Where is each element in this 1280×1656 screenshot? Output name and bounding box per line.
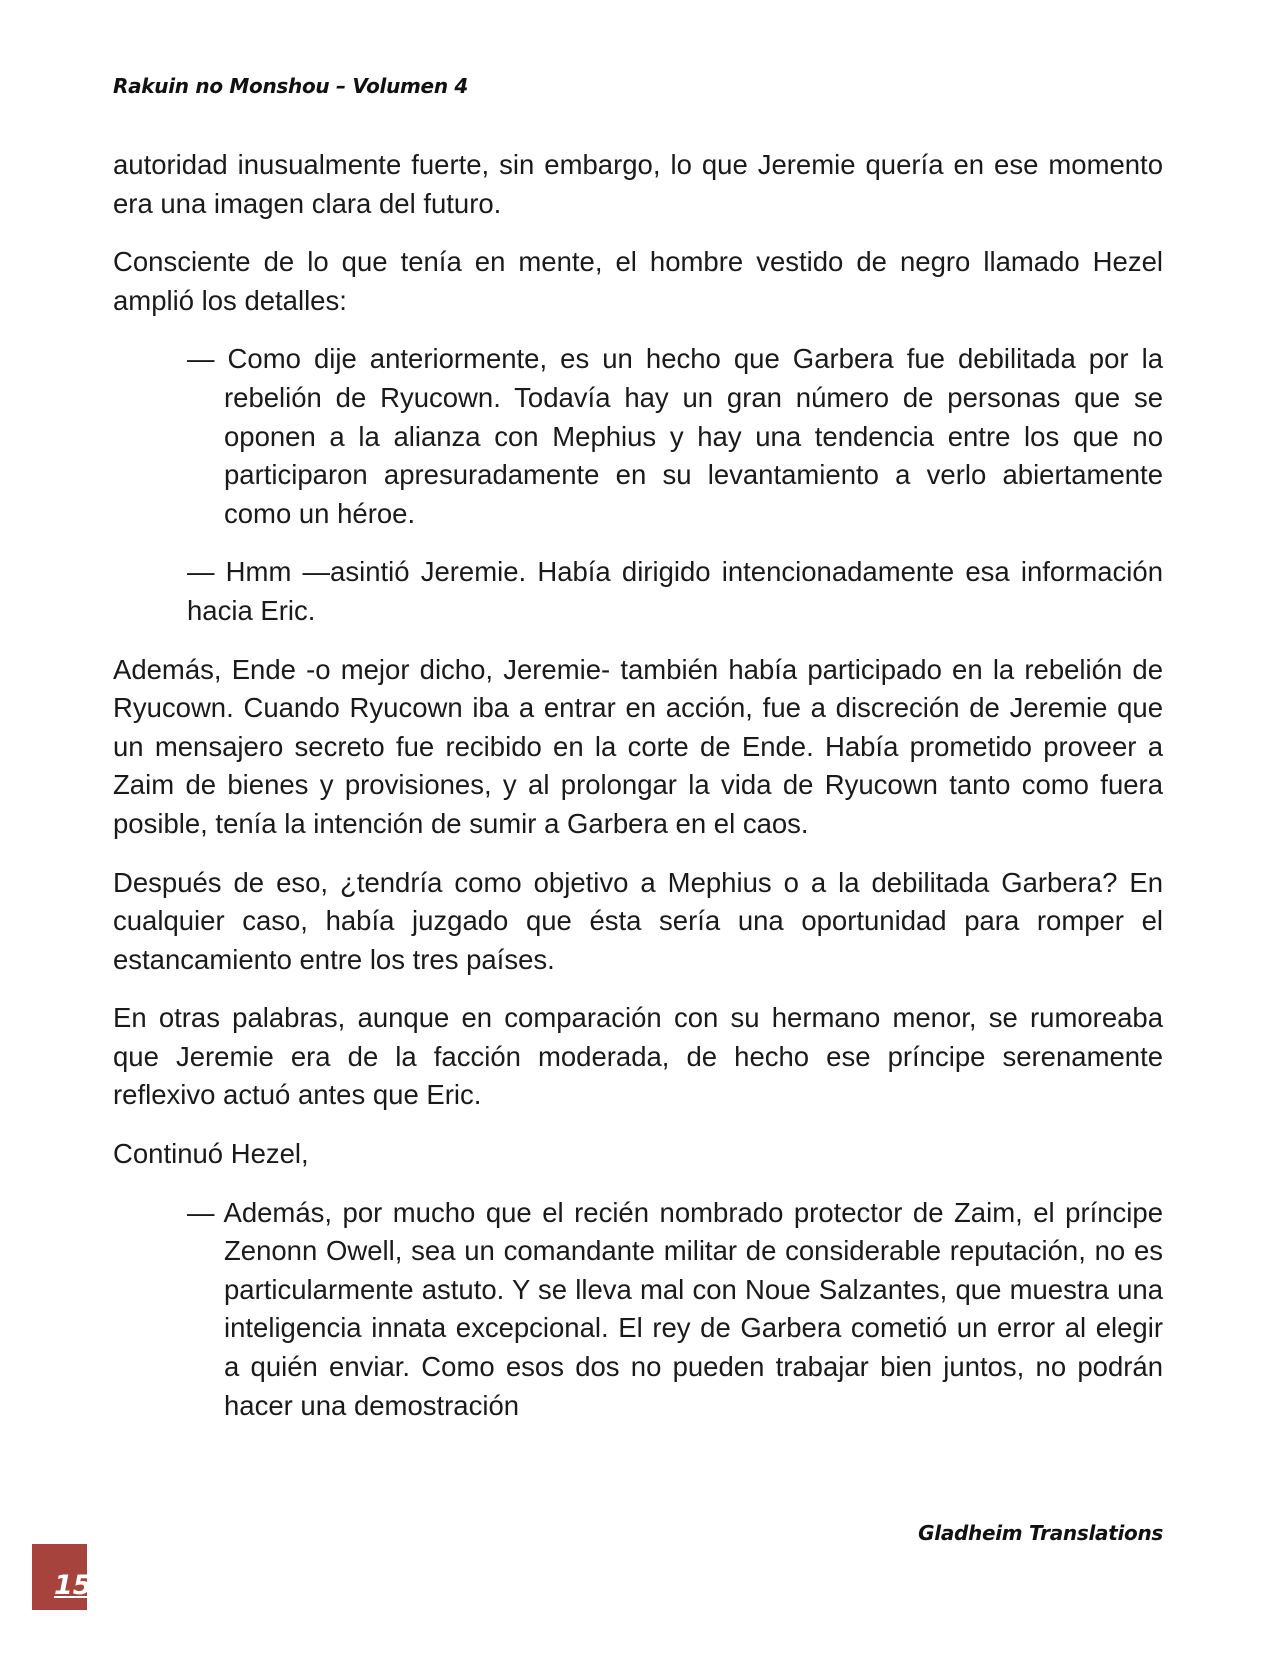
dialogue-paragraph: — Además, por mucho que el recién nombrado protector de Zaim, el príncipe Zenonn Owell, sea un comandante militar de considerable reputación, no es particularmente astuto. Y se lleva mal con Noue Salzantes, que muestra una inteligencia innata excepcional. El rey de Garbera cometió un error al elegir a quién enviar. Como esos dos no pueden trabajar bien juntos, no podrán hacer una demostración (187, 1196, 1163, 1421)
page-number-badge (32, 1544, 92, 1610)
document-body (113, 146, 1163, 1445)
paragraph: Continuó Hezel, (113, 1138, 309, 1170)
page-number: 15 (54, 1570, 92, 1601)
dialogue-paragraph: — Como dije anteriormente, es un hecho que Garbera fue debilitada por la rebelión de Ryucown. Todavía hay un gran número de personas que se oponen a la alianza con Mephius y hay una tendencia entre los que no participaron apresuradamente en su levantamiento a verlo abiertamente como un héroe. (187, 343, 1163, 529)
paragraph: autoridad inusualmente fuerte, sin embargo, lo que Jeremie quería en ese momento era una imagen clara del futuro. (113, 149, 1163, 219)
footer-credit: Gladheim Translations (918, 1521, 1163, 1545)
paragraph: Después de eso, ¿tendría como objetivo a Mephius o a la debilitada Garbera? En cualquier caso, había juzgado que ésta sería una oportunidad para romper el estancamiento entre los tres países. (113, 866, 1163, 975)
paragraph: En otras palabras, aunque en comparación con su hermano menor, se rumoreaba que Jeremie era de la facción moderada, de hecho ese príncipe serenamente reflexivo actuó antes que Eric. (113, 1002, 1163, 1111)
document-header-title: Rakuin no Monshou – Volumen 4 (113, 74, 469, 98)
paragraph: Consciente de lo que tenía en mente, el hombre vestido de negro llamado Hezel amplió los detalles: (113, 246, 1163, 316)
dialogue-paragraph: — Hmm —asintió Jeremie. Había dirigido intencionadamente esa información hacia Eric. (187, 556, 1163, 626)
paragraph: Además, Ende -o mejor dicho, Jeremie- también había participado en la rebelión de Ryucown. Cuando Ryucown iba a entrar en acción, fue a discreción de Jeremie que un mensajero secreto fue recibido en la corte de Ende. Había prometido proveer a Zaim de bienes y provisiones, y al prolongar la vida de Ryucown tanto como fuera posible, tenía la intención de sumir a Garbera en el caos. (113, 653, 1163, 839)
